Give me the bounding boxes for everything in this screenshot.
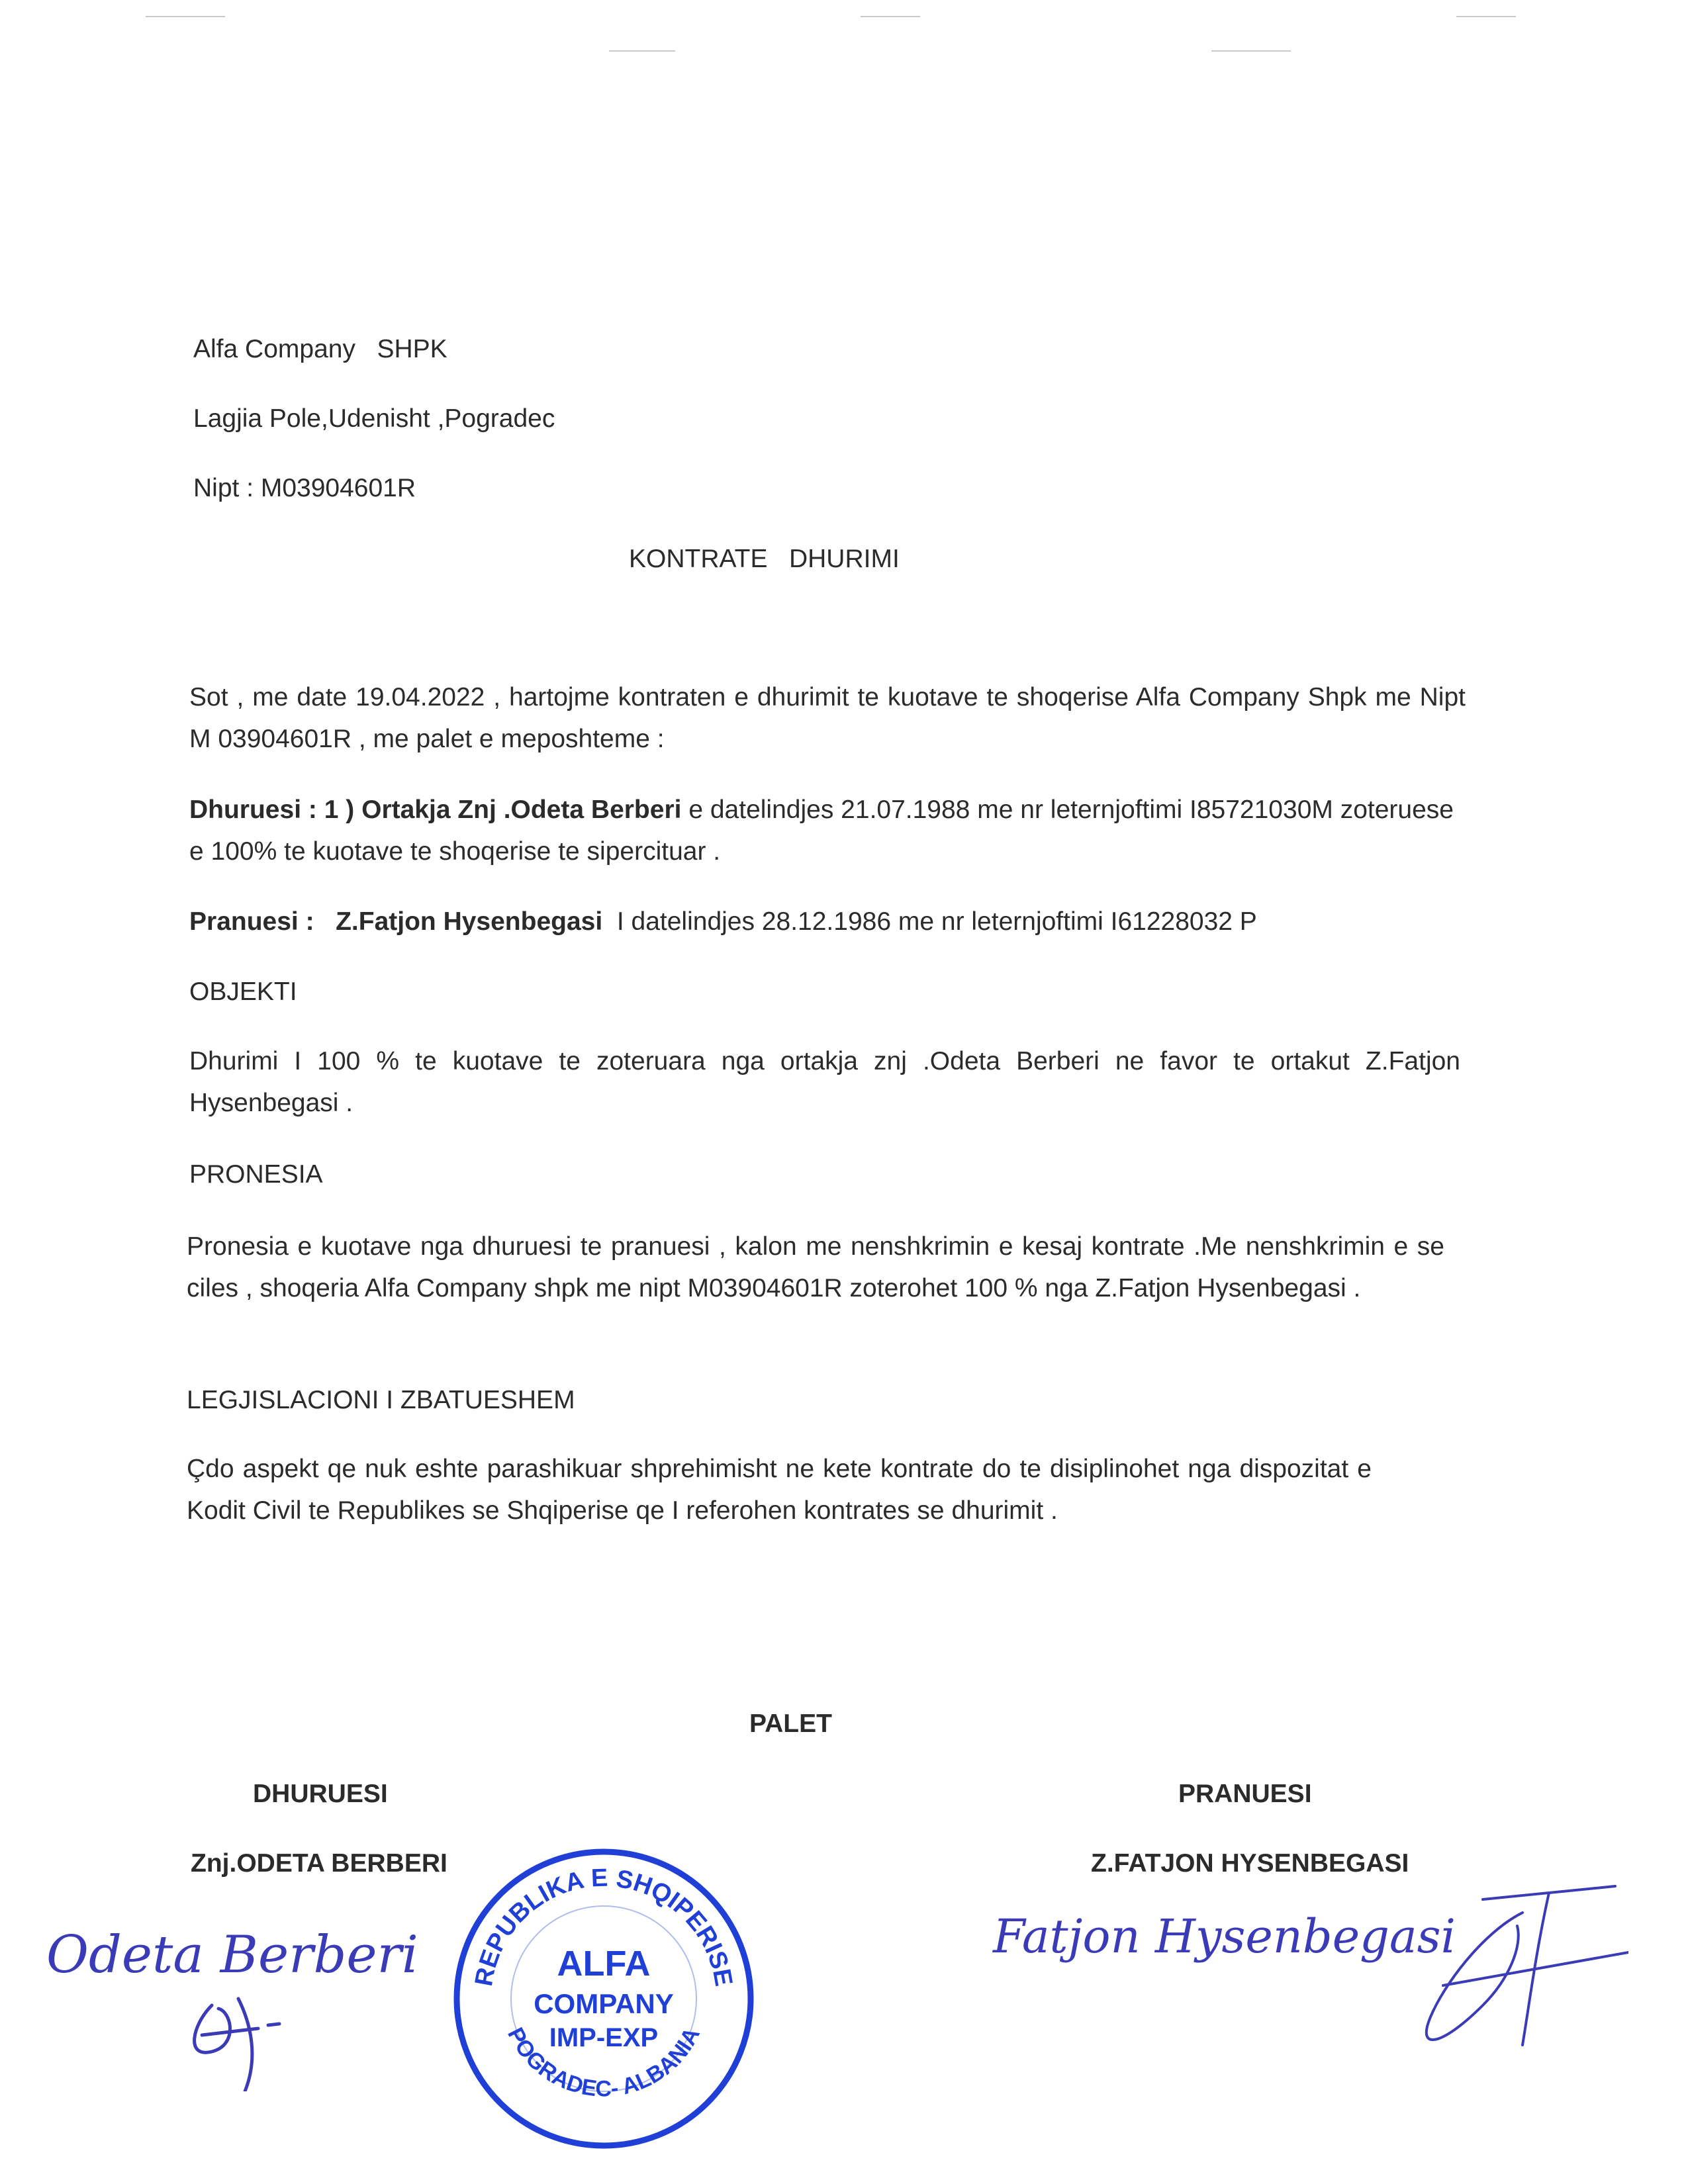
objekti-paragraph <box>189 1040 1460 1124</box>
pranuesi-label: Pranuesi : <box>189 907 314 936</box>
pranuesi-signatory-name: Z.FATJON HYSENBEGASI <box>1091 1849 1409 1878</box>
company-name: Alfa Company SHPK <box>193 335 447 363</box>
pranuesi-name: Z.Fatjon Hysenbegasi <box>336 907 603 936</box>
dhuruesi-signatory-name: Znj.ODETA BERBERI <box>191 1849 447 1878</box>
stamp-line-3: IMP-EXP <box>549 2023 659 2052</box>
stamp-line-1: ALFA <box>557 1944 651 1983</box>
pranuesi-details: I datelindjes 28.12.1986 me nr leternjoftimi I61228032 P <box>616 907 1257 936</box>
scan-artifact <box>1456 16 1516 17</box>
dhuruesi-line <box>189 789 1454 872</box>
dhuruesi-signature-text: Odeta Berberi <box>46 1925 418 1985</box>
scan-artifact <box>609 50 675 52</box>
pronesia-paragraph <box>187 1226 1444 1309</box>
stamp-line-2: COMPANY <box>534 1988 674 2019</box>
dhuruesi-signature <box>40 1893 450 2091</box>
intro-text: Sot , me date 19.04.2022 , hartojme kontraten e dhurimit te kuotave te shoqerise Alfa Company Shpk me Nipt M 03904601R , me palet e meposhteme : <box>189 683 1466 753</box>
company-address: Lagjia Pole,Udenisht ,Pogradec <box>193 404 555 433</box>
scan-artifact <box>861 16 920 17</box>
dhuruesi-paragraph <box>189 789 1454 872</box>
pranuesi-role: PRANUESI <box>1178 1780 1312 1808</box>
pranuesi-line <box>189 907 1257 938</box>
dhuruesi-role: DHURUESI <box>253 1780 388 1808</box>
stamp-bottom-text: POGRADEC- ALBANIA <box>502 2023 705 2102</box>
pronesia-text: Pronesia e kuotave nga dhuruesi te pranuesi , kalon me nenshkrimin e kesaj kontrate .Me nenshkrimin e se ciles , shoqeria Alfa Company shpk me nipt M03904601R zoterohet 100 % nga Z.Fatjon Hysenbegasi . <box>187 1232 1444 1302</box>
palet-heading: PALET <box>749 1709 832 1738</box>
company-stamp <box>445 1840 763 2158</box>
dhuruesi-details: e datelindjes 21.07.1988 me nr leternjoftimi I85721030M zoteruese e 100% te kuotave te shoqerise te sipercituar . <box>189 796 1454 866</box>
document-title: KONTRATE DHURIMI <box>629 545 900 573</box>
pranuesi-signature <box>980 1873 1628 2071</box>
pranuesi-initials-mark <box>1427 1886 1628 2045</box>
legjislacioni-paragraph <box>187 1448 1372 1531</box>
stamp-ring-text: REPUBLIKA E SHQIPERISE <box>469 1864 738 1989</box>
legjislacioni-text: Çdo aspekt qe nuk eshte parashikuar shprehimisht ne kete kontrate do te disiplinohet nga dispozitat e Kodit Civil te Republikes se Shqiperise qe I referohen kontrates se dhurimit . <box>187 1455 1372 1525</box>
legjislacioni-heading: LEGJISLACIONI I ZBATUESHEM <box>187 1386 575 1414</box>
scan-artifact <box>146 16 225 17</box>
objekti-heading: OBJEKTI <box>189 978 297 1006</box>
objekti-text: Dhurimi I 100 % te kuotave te zoteruara nga ortakja znj .Odeta Berberi ne favor te ortakut Z.Fatjon Hysenbegasi . <box>189 1047 1460 1117</box>
pranuesi-signature-text: Fatjon Hysenbegasi <box>993 1909 1456 1964</box>
scan-artifact <box>1211 50 1291 52</box>
dhuruesi-initials-mark <box>195 1999 258 2091</box>
dhuruesi-label: Dhuruesi : <box>189 796 317 824</box>
company-nipt: Nipt : M03904601R <box>193 474 416 502</box>
dhuruesi-name: 1 ) Ortakja Znj .Odeta Berberi <box>324 796 682 824</box>
intro-paragraph <box>189 676 1466 760</box>
pronesia-heading: PRONESIA <box>189 1160 323 1189</box>
